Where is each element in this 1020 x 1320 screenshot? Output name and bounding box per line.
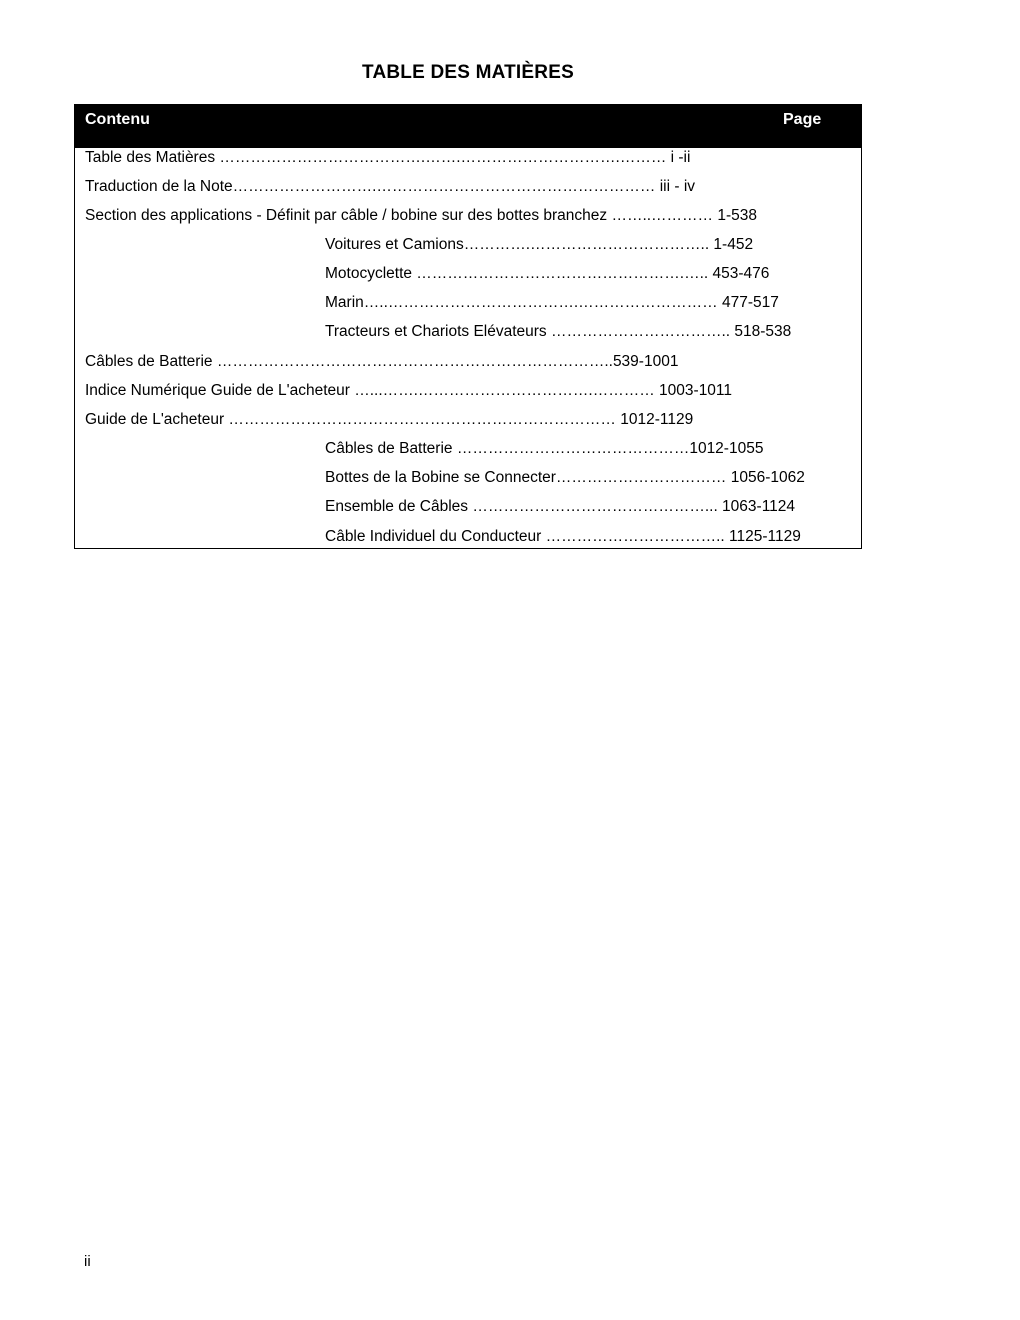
- toc-subrow: Câbles de Batterie ………………………………………1012-1055: [325, 440, 764, 457]
- toc-table: [74, 104, 862, 549]
- toc-row: Traduction de la Note……………………….……………………………………………… iii - iv: [85, 178, 696, 195]
- toc-subrow: Tracteurs et Chariots Elévateurs …………………………….. 518-538: [325, 323, 792, 340]
- header-page-label: Page: [783, 111, 822, 128]
- toc-row: Table des Matières ………………………………….…….………………………….……… i -ii: [85, 149, 691, 166]
- toc-row: Indice Numérique Guide de L'acheteur …...…….…………………………….………… 1003-1011: [85, 382, 733, 399]
- toc-row: Section des applications - Définit par câble / bobine sur des bottes branchez ……..………… 1-538: [85, 207, 758, 224]
- toc-subrow: Bottes de la Bobine se Connecter…………………………… 1056-1062: [325, 469, 805, 486]
- page-number: ii: [84, 1253, 91, 1270]
- toc-row: Câbles de Batterie …………………………………………………………………..539-1001: [85, 353, 679, 370]
- toc-subrow: Câble Individuel du Conducteur …………………………….. 1125-1129: [325, 528, 801, 545]
- toc-header: [75, 105, 861, 148]
- toc-row: Guide de L'acheteur ………………………………………………………………… 1012-1129: [85, 411, 694, 428]
- header-content-label: Contenu: [85, 111, 150, 128]
- toc-subrow: Voitures et Camions………….…………………………….. 1-452: [325, 236, 754, 253]
- page-title: TABLE DES MATIÈRES: [362, 62, 574, 83]
- toc-subrow: Marin…..……………………………….……………………… 477-517: [325, 294, 779, 311]
- toc-subrow: Motocyclette …………………………………………….….. 453-476: [325, 265, 770, 282]
- toc-subrow: Ensemble de Câbles ………………………………………... 1063-1124: [325, 498, 796, 515]
